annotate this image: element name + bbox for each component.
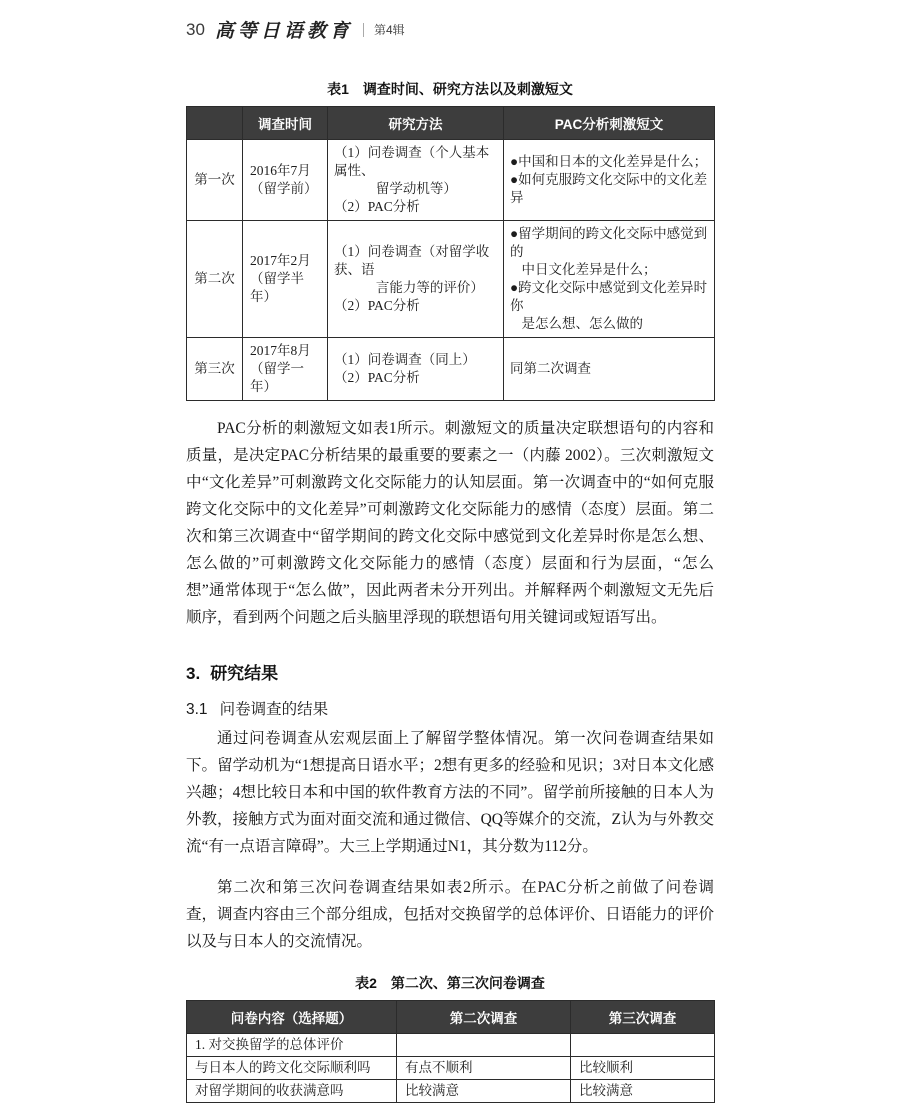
- issue-label: 第4辑: [373, 23, 405, 37]
- subsection-number: 3.1: [186, 701, 208, 718]
- survey3-answer-cell: [571, 1034, 715, 1057]
- page-number: 30: [186, 19, 205, 39]
- survey2-answer-cell: [397, 1034, 571, 1057]
- table2-header-row: [187, 1001, 715, 1034]
- survey-time-cell: 2016年7月 （留学前）: [243, 140, 328, 221]
- survey3-answer-cell: 比较满意: [571, 1080, 715, 1103]
- journal-title: 高等日语教育: [214, 21, 353, 42]
- page-header: [186, 16, 714, 43]
- stimulus-text-cell: ●留学期间的跨文化交际中感觉到的 中日文化差异是什么； ●跨文化交际中感觉到文化差异时你 是怎么想、怎么做的: [504, 221, 715, 338]
- table-row: [187, 1034, 715, 1057]
- paragraph-second-third-questionnaire: 第二次和第三次问卷调查结果如表2所示。在PAC分析之前做了问卷调查，调查内容由三个部分组成，包括对交换留学的总体评价、日语能力的评价以及与日本人的交流情况。: [186, 879, 714, 950]
- table2-caption: [186, 973, 714, 993]
- table1-col-header-method: 研究方法: [328, 107, 504, 140]
- table1-col-header-time: 调查时间: [243, 107, 328, 140]
- survey-round-label: 第三次: [187, 338, 243, 401]
- survey-time-cell: 2017年8月 （留学一年）: [243, 338, 328, 401]
- table1-header-row: [187, 107, 715, 140]
- table1-caption: [186, 79, 714, 99]
- survey-round-label: 第一次: [187, 140, 243, 221]
- page: [0, 16, 900, 1103]
- table-row: [187, 338, 715, 401]
- table-row: [187, 221, 715, 338]
- question-cell: 对留学期间的收获满意吗: [187, 1080, 397, 1103]
- table1-caption-label: 表1: [327, 81, 349, 97]
- header-divider: [363, 23, 364, 37]
- question-cell: 1. 对交换留学的总体评价: [187, 1034, 397, 1057]
- question-cell: 与日本人的跨文化交际顺利吗: [187, 1057, 397, 1080]
- section-title: 研究结果: [210, 664, 279, 683]
- survey3-answer-cell: 比较顺利: [571, 1057, 715, 1080]
- survey-method-cell: （1）问卷调查（个人基本属性、 留学动机等） （2）PAC分析: [328, 140, 504, 221]
- paragraph-stimulus-discussion: PAC分析的刺激短文如表1所示。刺激短文的质量决定联想语句的内容和质量，是决定PAC分析结果的最重要的要素之一（内藤 2002）。三次刺激短文中“文化差异”可刺激跨文化交际能力的认知层面。第一次调查中的“如何克服跨文化交际中的文化差异”可刺激跨文化交际能力的感情（态度）层面。第二次和第三次调查中“留学期间的跨文化交际中感觉到文化差异时你是怎么想、怎么做的”可刺激跨文化交际能力的感情（态度）层面和行为层面，“怎么想”通常体现于“怎么做”，因此两者未分开列出。并解释两个刺激短文无先后顺序，看到两个问题之后头脑里浮现的联想语句用关键词或短语写出。: [186, 420, 714, 626]
- table-row: [187, 1057, 715, 1080]
- table2-questionnaire-results: [186, 1000, 715, 1103]
- table2-caption-title: 第二次、第三次问卷调查: [390, 975, 545, 991]
- table1-survey-schedule: [186, 106, 715, 401]
- table2-col-header-question: 问卷内容（选择题）: [187, 1001, 397, 1034]
- table2-col-header-survey2: 第二次调查: [397, 1001, 571, 1034]
- stimulus-text-cell: ●中国和日本的文化差异是什么； ●如何克服跨文化交际中的文化差异: [504, 140, 715, 221]
- survey-method-cell: （1）问卷调查（对留学收获、语 言能力等的评价） （2）PAC分析: [328, 221, 504, 338]
- page-content: [186, 79, 714, 1103]
- table-row: [187, 1080, 715, 1103]
- paragraph-first-questionnaire: 通过问卷调查从宏观层面上了解留学整体情况。第一次问卷调查结果如下。留学动机为“1想提高日语水平；2想有更多的经验和见识；3对日本文化感兴趣；4想比较日本和中国的软件教育方法的不同”。留学前所接触的日本人为外教，接触方式为面对面交流和通过微信、QQ等媒介的交流，Z认为与外教交流“有一点语言障碍”。大三上学期通过N1，其分数为112分。: [186, 730, 714, 855]
- table2-caption-label: 表2: [355, 975, 377, 991]
- survey-method-cell: （1）问卷调查（同上） （2）PAC分析: [328, 338, 504, 401]
- subsection-title: 问卷调查的结果: [219, 701, 329, 718]
- table1-caption-title: 调查时间、研究方法以及刺激短文: [362, 81, 573, 97]
- subsection-heading-questionnaire-results: [186, 697, 714, 719]
- section-number: 3.: [186, 664, 201, 683]
- survey-round-label: 第二次: [187, 221, 243, 338]
- table2-col-header-survey3: 第三次调查: [571, 1001, 715, 1034]
- table-row: [187, 140, 715, 221]
- section-heading-results: [186, 659, 714, 684]
- survey2-answer-cell: 有点不顺利: [397, 1057, 571, 1080]
- survey-time-cell: 2017年2月 （留学半年）: [243, 221, 328, 338]
- table1-col-header-stimulus: PAC分析刺激短文: [504, 107, 715, 140]
- survey2-answer-cell: 比较满意: [397, 1080, 571, 1103]
- table1-col-header-blank: [187, 107, 243, 140]
- stimulus-text-cell: 同第二次调查: [504, 338, 715, 401]
